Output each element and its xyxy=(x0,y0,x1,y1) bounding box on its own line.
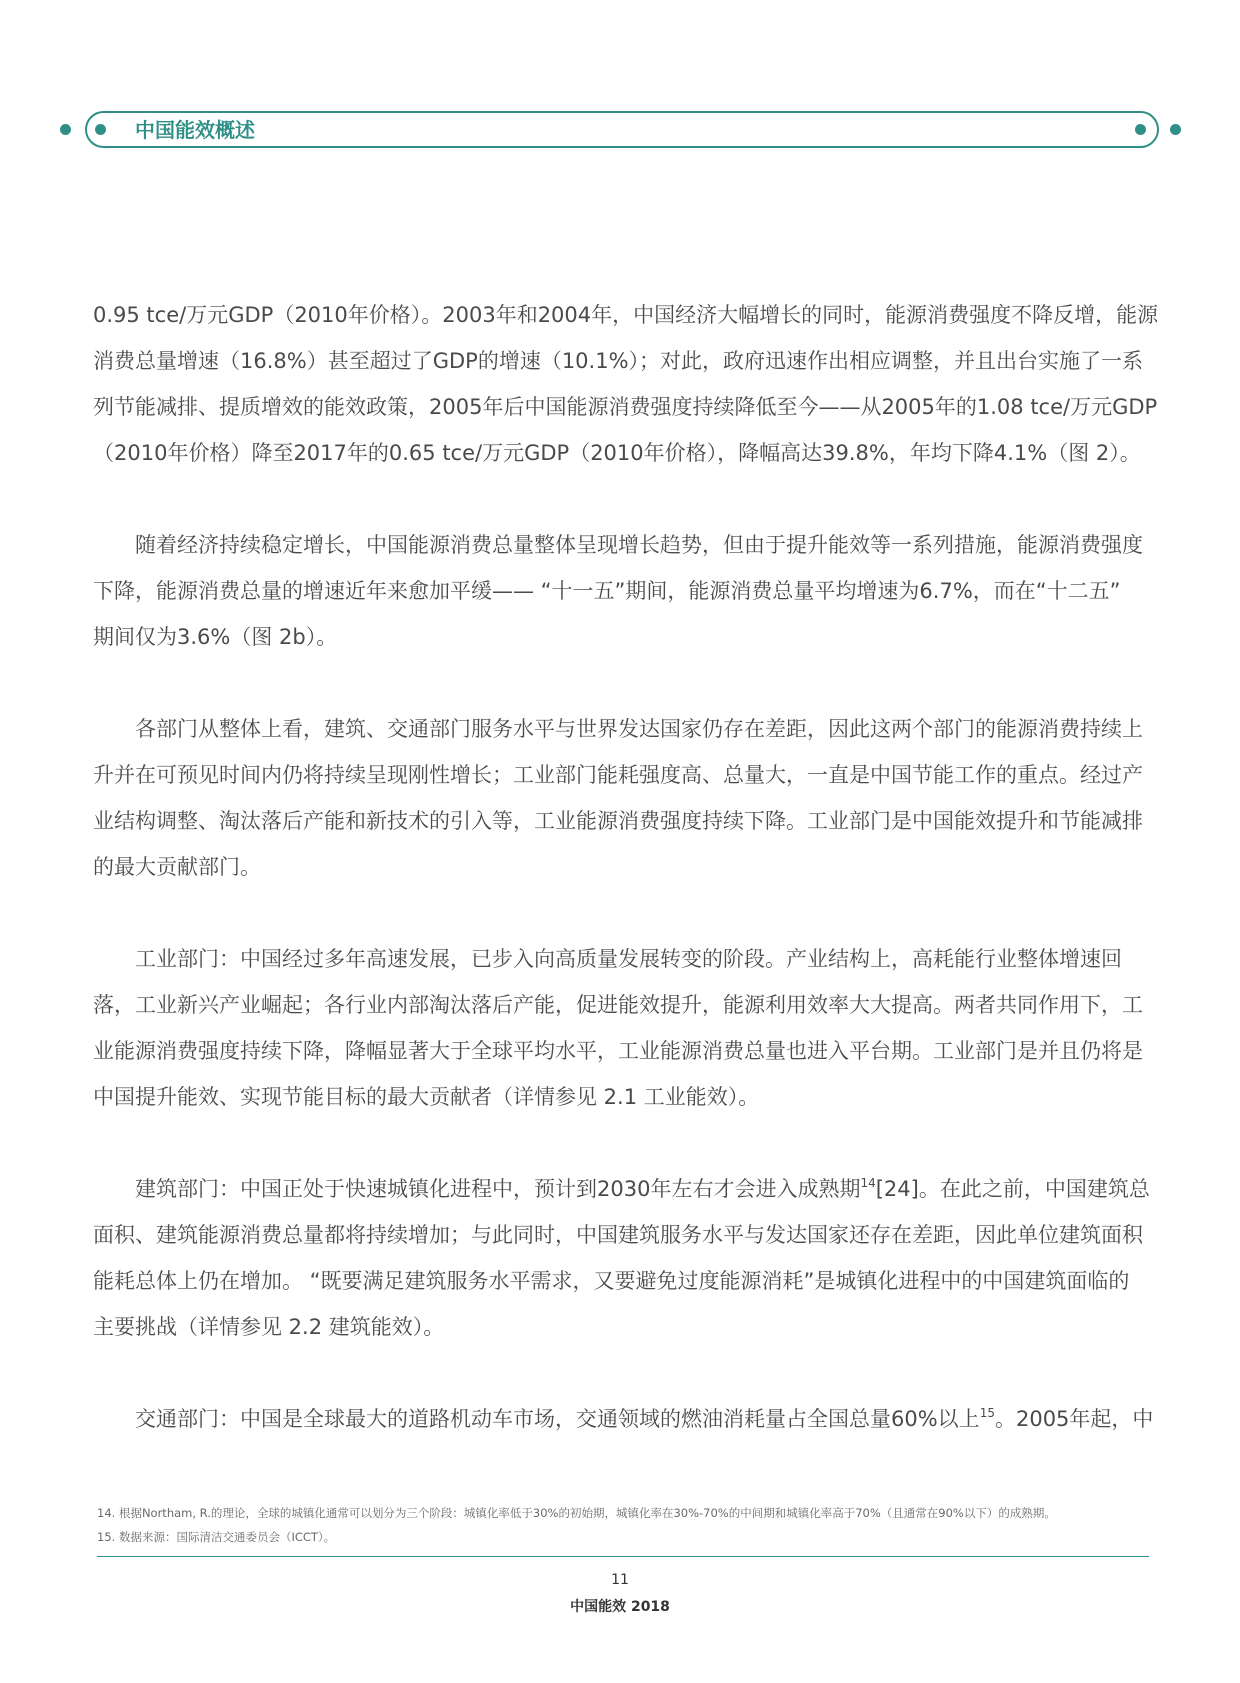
footnote-14: 14. 根据Northam, R.的理论，全球的城镇化通常可以划分为三个阶段：城镇化率低于30%的初始期，城镇化率在30%-70%的中间期和城镇化率高于70%（且通常在90%以下）的成熟期。 xyxy=(97,1506,1056,1520)
text-line: 随着经济持续稳定增长，中国能源消费总量整体呈现增长趋势，但由于提升能效等一系列措施，能源消费强度 xyxy=(135,533,1143,557)
text-line xyxy=(93,1396,1153,1442)
text-line: 期间仅为3.6%（图 2b）。 xyxy=(93,625,338,649)
text-line xyxy=(93,1166,1153,1212)
text-segment: 。2005年起，中 xyxy=(994,1407,1154,1431)
text-line: 业能源消费强度持续下降，降幅显著大于全球平均水平，工业能源消费总量也进入平台期。工业部门是并且仍将是 xyxy=(93,1039,1143,1063)
text-line: 下降，能源消费总量的增速近年来愈加平缓—— “十一五”期间，能源消费总量平均增速为6.7%，而在“十二五” xyxy=(93,579,1121,603)
text-segment: [24]。在此之前，中国建筑总 xyxy=(875,1177,1150,1201)
footnote-15: 15. 数据来源：国际清洁交通委员会（ICCT）。 xyxy=(97,1530,336,1544)
footnote-ref-15[interactable]: 15 xyxy=(979,1406,995,1420)
header-dot-right-inner xyxy=(1135,124,1146,135)
text-line: 0.95 tce/万元GDP（2010年价格）。2003年和2004年，中国经济大幅增长的同时，能源消费强度不降反增，能源 xyxy=(93,303,1159,327)
header-dot-right-outer xyxy=(1170,124,1181,135)
text-line: 主要挑战（详情参见 2.2 建筑能效）。 xyxy=(93,1315,445,1339)
header-dot-left-outer xyxy=(60,124,71,135)
text-line: 能耗总体上仍在增加。 “既要满足建筑服务水平需求，又要避免过度能源消耗”是城镇化进程中的中国建筑面临的 xyxy=(93,1269,1130,1293)
paragraph-transport-sector xyxy=(93,1396,1153,1442)
paragraph-industry-sector xyxy=(93,936,1153,1120)
section-title: 中国能效概述 xyxy=(135,118,255,142)
publication-title: 中国能效 2018 xyxy=(570,1599,670,1615)
text-line: 的最大贡献部门。 xyxy=(93,855,261,879)
text-line: 中国提升能效、实现节能目标的最大贡献者（详情参见 2.1 工业能效）。 xyxy=(93,1085,760,1109)
text-line: 消费总量增速（16.8%）甚至超过了GDP的增速（10.1%）；对此，政府迅速作出相应调整，并且出台实施了一系 xyxy=(93,349,1144,373)
header-dot-left-inner xyxy=(95,124,106,135)
paragraph-energy-intensity xyxy=(93,292,1159,476)
text-segment: 交通部门：中国是全球最大的道路机动车市场，交通领域的燃油消耗量占全国总量60%以上 xyxy=(135,1407,980,1431)
page-number: 11 xyxy=(611,1572,629,1588)
text-line: 业结构调整、淘汰落后产能和新技术的引入等，工业能源消费强度持续下降。工业部门是中国能效提升和节能减排 xyxy=(93,809,1143,833)
text-segment: 建筑部门：中国正处于快速城镇化进程中，预计到2030年左右才会进入成熟期 xyxy=(135,1177,861,1201)
text-line: 面积、建筑能源消费总量都将持续增加；与此同时，中国建筑服务水平与发达国家还存在差距，因此单位建筑面积 xyxy=(93,1223,1143,1247)
paragraph-sectors-overview xyxy=(93,706,1153,890)
footer-divider xyxy=(97,1556,1149,1557)
text-line: 工业部门：中国经过多年高速发展，已步入向高质量发展转变的阶段。产业结构上，高耗能行业整体增速回 xyxy=(135,947,1122,971)
text-line: 升并在可预见时间内仍将持续呈现刚性增长；工业部门能耗强度高、总量大，一直是中国节能工作的重点。经过产 xyxy=(93,763,1143,787)
paragraph-building-sector xyxy=(93,1166,1153,1350)
text-line: 各部门从整体上看，建筑、交通部门服务水平与世界发达国家仍存在差距，因此这两个部门的能源消费持续上 xyxy=(135,717,1143,741)
paragraph-consumption-growth xyxy=(93,522,1153,660)
text-line: 落，工业新兴产业崛起；各行业内部淘汰落后产能，促进能效提升，能源利用效率大大提高。两者共同作用下，工 xyxy=(93,993,1143,1017)
text-line: （2010年价格）降至2017年的0.65 tce/万元GDP（2010年价格），降幅高达39.8%，年均下降4.1%（图 2）。 xyxy=(93,441,1141,465)
text-line: 列节能减排、提质增效的能效政策，2005年后中国能源消费强度持续降低至今——从2005年的1.08 tce/万元GDP xyxy=(93,395,1158,419)
footnote-ref-14[interactable]: 14 xyxy=(860,1176,876,1190)
